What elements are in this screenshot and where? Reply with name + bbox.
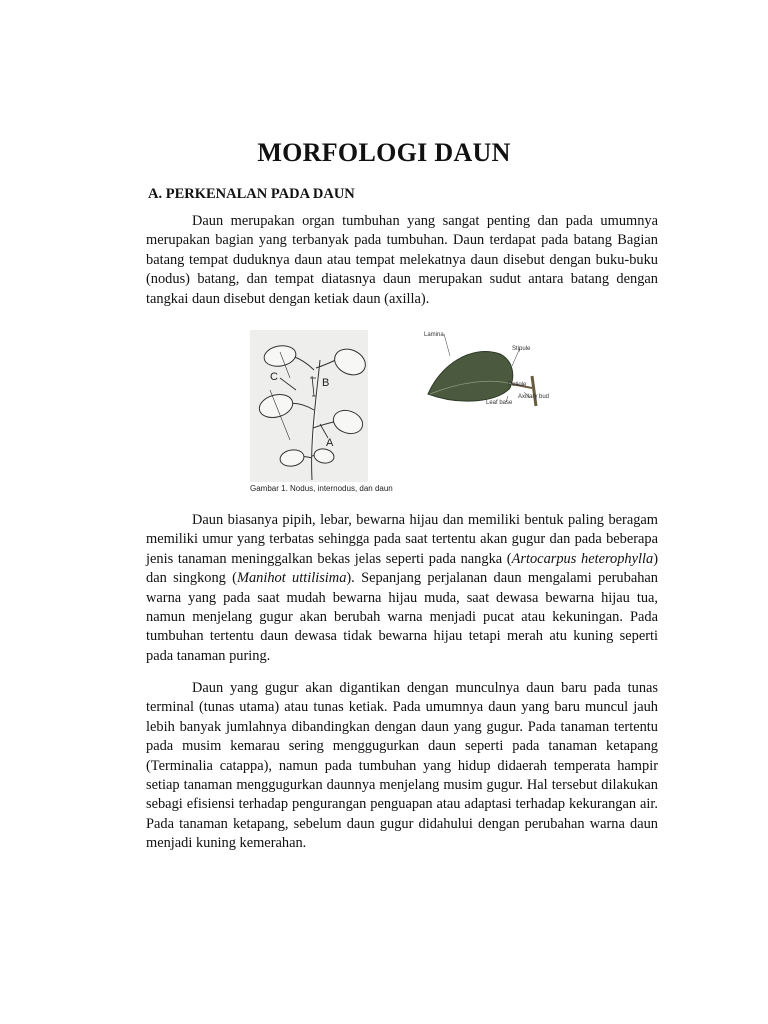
label-stipule: Stipule [512,346,531,352]
leaf-anatomy-illustration [420,326,550,426]
paragraph-text: Daun biasanya pipih, lebar, bewarna hijau dan memiliki bentuk paling beragam memiliki umur yang terbatas sehingga pada saat tertentu akan gugur dan pada beberapa jenis tanaman meninggalkan bekas jelas seperti pada nangka ( [146,512,658,567]
paragraph-intro: Daun merupakan organ tumbuhan yang sangat penting dan pada umumnya merupakan bagian yang terbanyak pada tumbuhan. Daun terdapat pada batang Bagian batang tempat duduknya daun atau tempat melekatnya daun disebut dengan buku-buku (nodus) batang, dan tempat diatasnya daun merupakan sudut antara batang dengan tangkai daun disebut dengan ketiak daun (axilla). [146,213,658,307]
paragraph-text: ) dan singkong ( [146,550,658,587]
species-name: Artocarpus heterophylla [511,550,654,567]
paragraph-leaf-traits [146,511,658,666]
label-axillary-bud: Axillary bud [518,394,550,400]
paragraph-text: ). Sepanjang perjalanan daun mengalami perubahan warna yang pada saat mudah bewarna hijau muda, saat dewasa bewarna hijau tua, namun menjelang gugur akan berubah warna menjadi pucat atau kekuningan. Pada tumbuhan tertentu daun dewasa tidak bewarna hijau tetapi merah atu kuning seperti pada tanaman puring. [146,570,658,664]
page-title: MORFOLOGI DAUN [257,138,511,167]
label-c: C [270,371,278,383]
stem-node-illustration [250,330,368,482]
species-name: Manihot uttilisima [236,570,347,587]
label-lamina: Lamina [424,332,444,338]
label-leaf-base: Leaf base [486,400,513,406]
label-petiole: Petiole [508,382,527,388]
paragraph-leaf-fall: Daun yang gugur akan digantikan dengan munculnya daun baru pada tunas terminal (tunas utama) atau tunas ketiak. Pada umumnya daun yang baru muncul jauh lebih banyak jumlahnya dibandingkan dengan daun yang gugur. Pada tanaman tertentu pada musim kemarau sering menggugurkan daun seperti pada tanaman ketapang (Terminalia catappa), namun pada tumbuhan yang hidup didaerah temperata hampir setiap tanaman menggugurkan daunnya menjelang musim gugur. Hal tersebut dilakukan sebagi efisiensi terhadap pengurangan penguapan atau adaptasi terhadap kekurangan air. Pada tanaman ketapang, sebelum daun gugur didahului dengan perubahan warna daun menjadi kuning kemerahan. [146,680,658,852]
label-a: A [326,437,334,449]
label-b: B [322,377,330,389]
section-heading: A. PERKENALAN PADA DAUN [148,186,355,202]
figure-caption: Gambar 1. Nodus, internodus, dan daun [250,484,393,493]
